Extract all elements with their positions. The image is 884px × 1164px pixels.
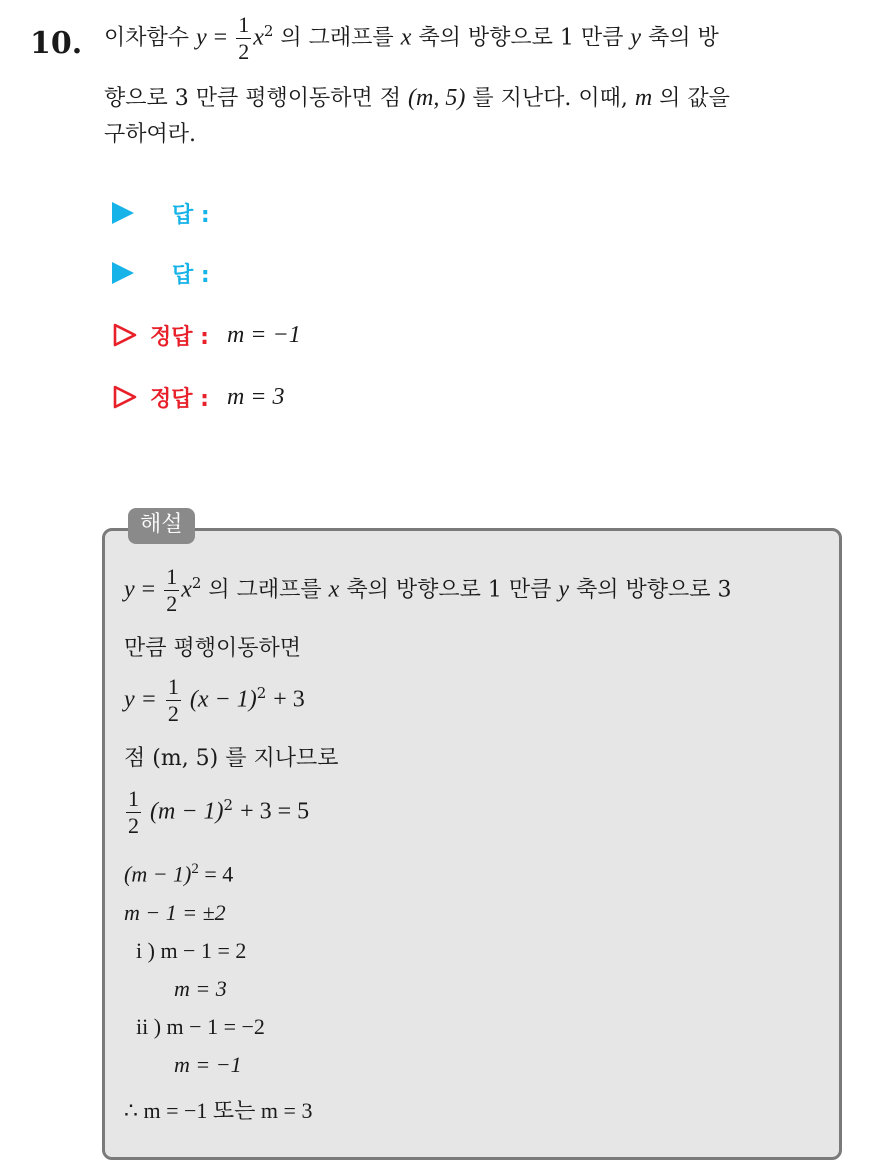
math-var-x: x xyxy=(253,24,264,51)
math-var-y: y xyxy=(196,24,207,51)
solution-case-2: ii ) m − 1 = −2 xyxy=(136,1014,265,1039)
correct-answer-value: m = 3 xyxy=(226,383,285,410)
question-text: 향으로 3 만큼 평행이동하면 점 xyxy=(104,86,401,111)
question-text: 축의 방향으로 1 만큼 xyxy=(418,25,624,51)
solution-case-1-result: m = 3 xyxy=(174,976,227,1001)
answer-label: 답 : xyxy=(172,262,210,288)
fraction: $\frac{1}{2}$ xyxy=(238,12,250,64)
answer-row[interactable] xyxy=(112,256,210,290)
exponent: 2 xyxy=(263,22,274,41)
play-triangle-icon xyxy=(112,262,134,284)
solution-conclusion: ∴ m = −1 또는 m = 3 xyxy=(124,1098,313,1123)
fraction: $\frac{1}{2}$ xyxy=(128,786,139,838)
solution-line-3: y = $\frac{1}{2}$ $(x - 1)^2 + 3$ xyxy=(124,674,305,726)
play-triangle-icon xyxy=(112,202,134,224)
fraction: $\frac{1}{2}$ xyxy=(166,564,178,616)
question-text: 의 그래프를 xyxy=(280,25,394,51)
question-text: 를 지난다. 이때, xyxy=(472,86,628,111)
math-var-y: y xyxy=(630,24,641,51)
answer-row[interactable] xyxy=(112,196,210,230)
correct-answer-row xyxy=(112,380,285,414)
solution-line-5: $\frac{1}{2}$ $(m - 1)^2 + 3 = 5$ xyxy=(128,786,310,838)
question-line-1 xyxy=(104,14,719,63)
math-var-x: x xyxy=(400,24,412,51)
question-text: 이차함수 xyxy=(104,25,190,51)
outline-triangle-icon xyxy=(112,384,138,410)
solution-line-4: 점 (m, 5) 를 지나므로 xyxy=(124,746,339,771)
solution-line-7: m − 1 = ±2 xyxy=(124,900,226,925)
answer-label: 답 : xyxy=(172,202,210,228)
math-point: (m, 5) xyxy=(408,85,466,111)
solution-tag: 해설 xyxy=(128,508,195,544)
correct-answer-label: 정답 : xyxy=(150,386,209,412)
outline-triangle-icon xyxy=(112,322,138,348)
solution-case-1: i ) m − 1 = 2 xyxy=(136,938,247,963)
correct-answer-row xyxy=(112,318,301,352)
fraction: $\frac{1}{2}$ xyxy=(167,674,179,726)
correct-answer-value: m = −1 xyxy=(226,321,301,348)
question-text: 축의 방 xyxy=(648,25,719,51)
solution-case-2-result: m = −1 xyxy=(174,1052,242,1077)
question-number: 10. xyxy=(30,26,83,61)
solution-line-6: $(m - 1)^2 = 4$ xyxy=(124,861,234,887)
correct-answer-label: 정답 : xyxy=(150,324,209,350)
solution-line-1: y = $\frac{1}{2}$ $x^2$ 의 그래프를 x 축의 방향으로 1 만큼 y 축의 방향으로 3 xyxy=(124,564,732,616)
question-text: 의 값을 xyxy=(659,86,730,111)
question-line-2 xyxy=(104,84,730,113)
math-var-m: m xyxy=(634,85,653,111)
question-line-3: 구하여라. xyxy=(104,122,197,147)
solution-line-2: 만큼 평행이동하면 xyxy=(124,636,302,661)
math-eq: = xyxy=(213,24,228,51)
